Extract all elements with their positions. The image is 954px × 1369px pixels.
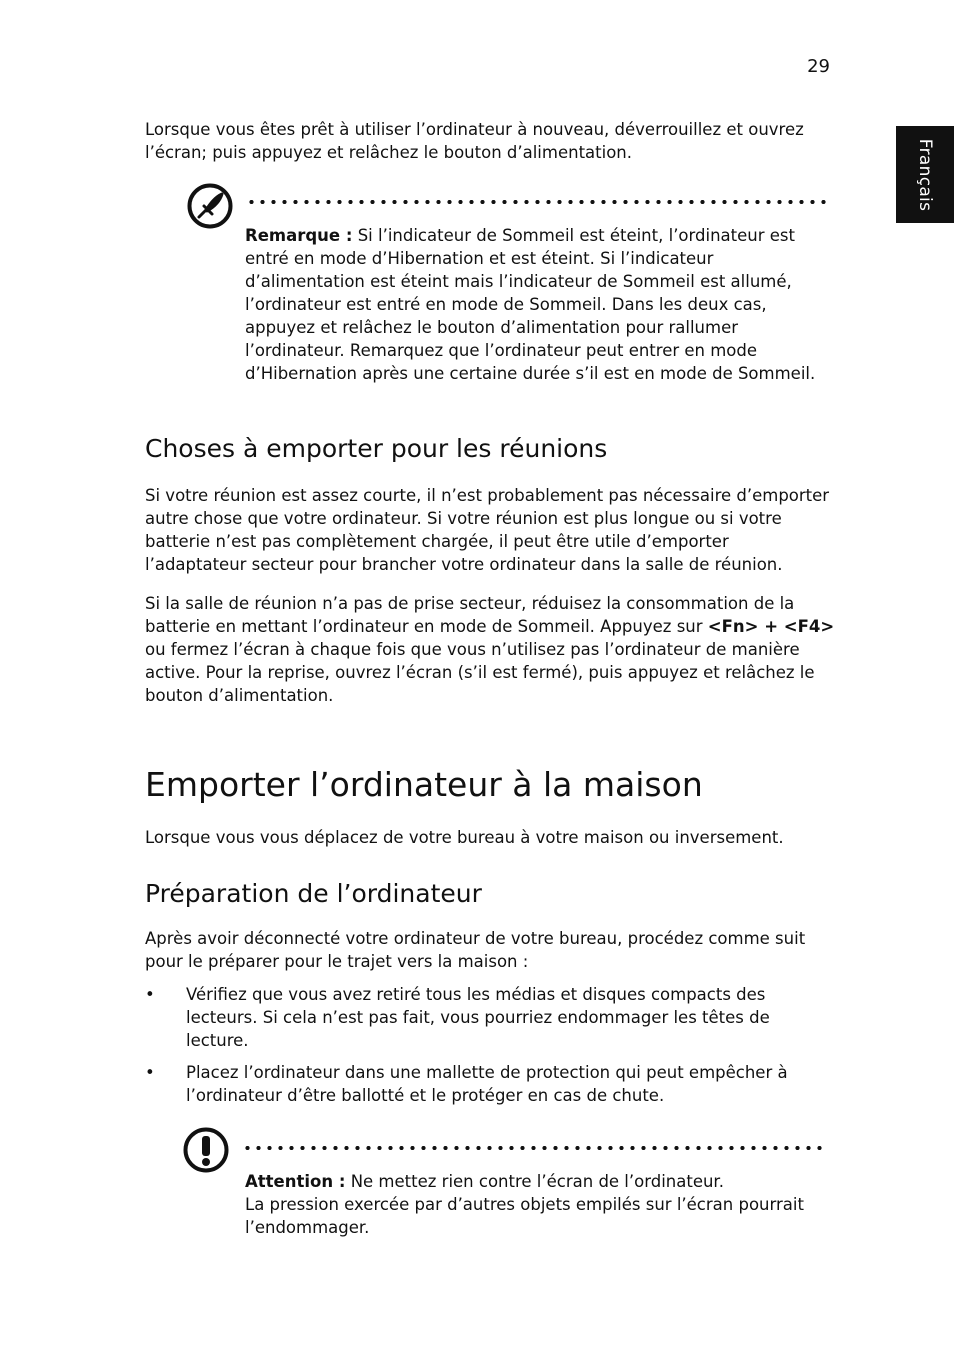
list-item-text: Placez l’ordinateur dans une mallette de protection qui peut empêcher à l’ordinateur d’être ballotté et le protéger en cas de chute. — [186, 1063, 788, 1105]
intro-section — [145, 118, 835, 164]
list-item — [145, 983, 835, 1052]
meetings-paragraph-2 — [145, 592, 835, 707]
note-divider — [242, 1146, 824, 1150]
bullet: • — [145, 1063, 155, 1082]
attention-body: Ne mettez rien contre l’écran de l’ordinateur. — [345, 1172, 724, 1191]
language-tab — [896, 126, 954, 223]
remark-body: Si l’indicateur de Sommeil est éteint, l’ordinateur est entré en mode d’Hibernation et est éteint. Si l’indicateur d’alimentation est éteint mais l’indicateur de Sommeil est allumé, l’ordinateur est entré en mode de Sommeil. Dans les deux cas, appuyez et relâchez le bouton d’alimentation pour rallumer l’ordinateur. Remarquez que l’ordinateur peut entrer en mode d’Hibernation après une certaine durée s’il est en mode de Sommeil. — [245, 226, 816, 383]
note-divider — [246, 200, 830, 204]
intro-paragraph: Lorsque vous êtes prêt à utiliser l’ordinateur à nouveau, déverrouillez et ouvrez l’écran; puis appuyez et relâchez le bouton d’alimentation. — [145, 120, 804, 162]
attention-note — [182, 1126, 842, 1246]
attention-text — [245, 1170, 825, 1193]
remark-text — [245, 224, 825, 385]
attention-text-2: La pression exercée par d’autres objets empilés sur l’écran pourrait l’endommager. — [245, 1195, 804, 1237]
keyboard-shortcut: <Fn> + <F4> — [707, 617, 835, 636]
chapter-section — [145, 765, 835, 849]
meetings-section — [145, 434, 835, 707]
language-tab-label: Français — [915, 138, 935, 211]
meetings-paragraph-2-start: Si la salle de réunion n’a pas de prise secteur, réduisez la consommation de la batterie en mettant l’ordinateur en mode de Sommeil. Appuyez sur — [145, 594, 795, 636]
meetings-heading: Choses à emporter pour les réunions — [145, 434, 608, 463]
meetings-paragraph-2-end: ou fermez l’écran à chaque fois que vous n’utilisez pas l’ordinateur de manière active. Pour la reprise, ouvrez l’écran (s’il est fermé), puis appuyez et relâchez le bouton d’alimentation. — [145, 640, 815, 705]
chapter-intro: Lorsque vous vous déplacez de votre bureau à votre maison ou inversement. — [145, 828, 784, 847]
chapter-title: Emporter l’ordinateur à la maison — [145, 765, 703, 804]
remark-note — [182, 182, 842, 412]
meetings-paragraph-1: Si votre réunion est assez courte, il n’est probablement pas nécessaire d’emporter autre chose que votre ordinateur. Si votre réunion est plus longue ou si votre batterie n’est pas complètement chargée, il peut être utile d’emporter l’adaptateur secteur pour brancher votre ordinateur dans la salle de réunion. — [145, 486, 830, 574]
bullet: • — [145, 985, 155, 1004]
exclamation-in-circle-icon — [182, 1126, 230, 1174]
preparation-list — [145, 983, 835, 1107]
page-number: 29 — [807, 56, 830, 77]
preparation-intro: Après avoir déconnecté votre ordinateur de votre bureau, procédez comme suit pour le préparer pour le trajet vers la maison : — [145, 929, 806, 971]
attention-label: Attention : — [245, 1172, 346, 1191]
pen-in-circle-icon — [186, 182, 234, 230]
list-item — [145, 1061, 835, 1107]
remark-label: Remarque : — [245, 226, 353, 245]
preparation-section — [145, 879, 835, 1116]
list-item-text: Vérifiez que vous avez retiré tous les médias et disques compacts des lecteurs. Si cela n’est pas fait, vous pourriez endommager les têtes de lecture. — [186, 985, 770, 1050]
preparation-heading: Préparation de l’ordinateur — [145, 879, 482, 908]
